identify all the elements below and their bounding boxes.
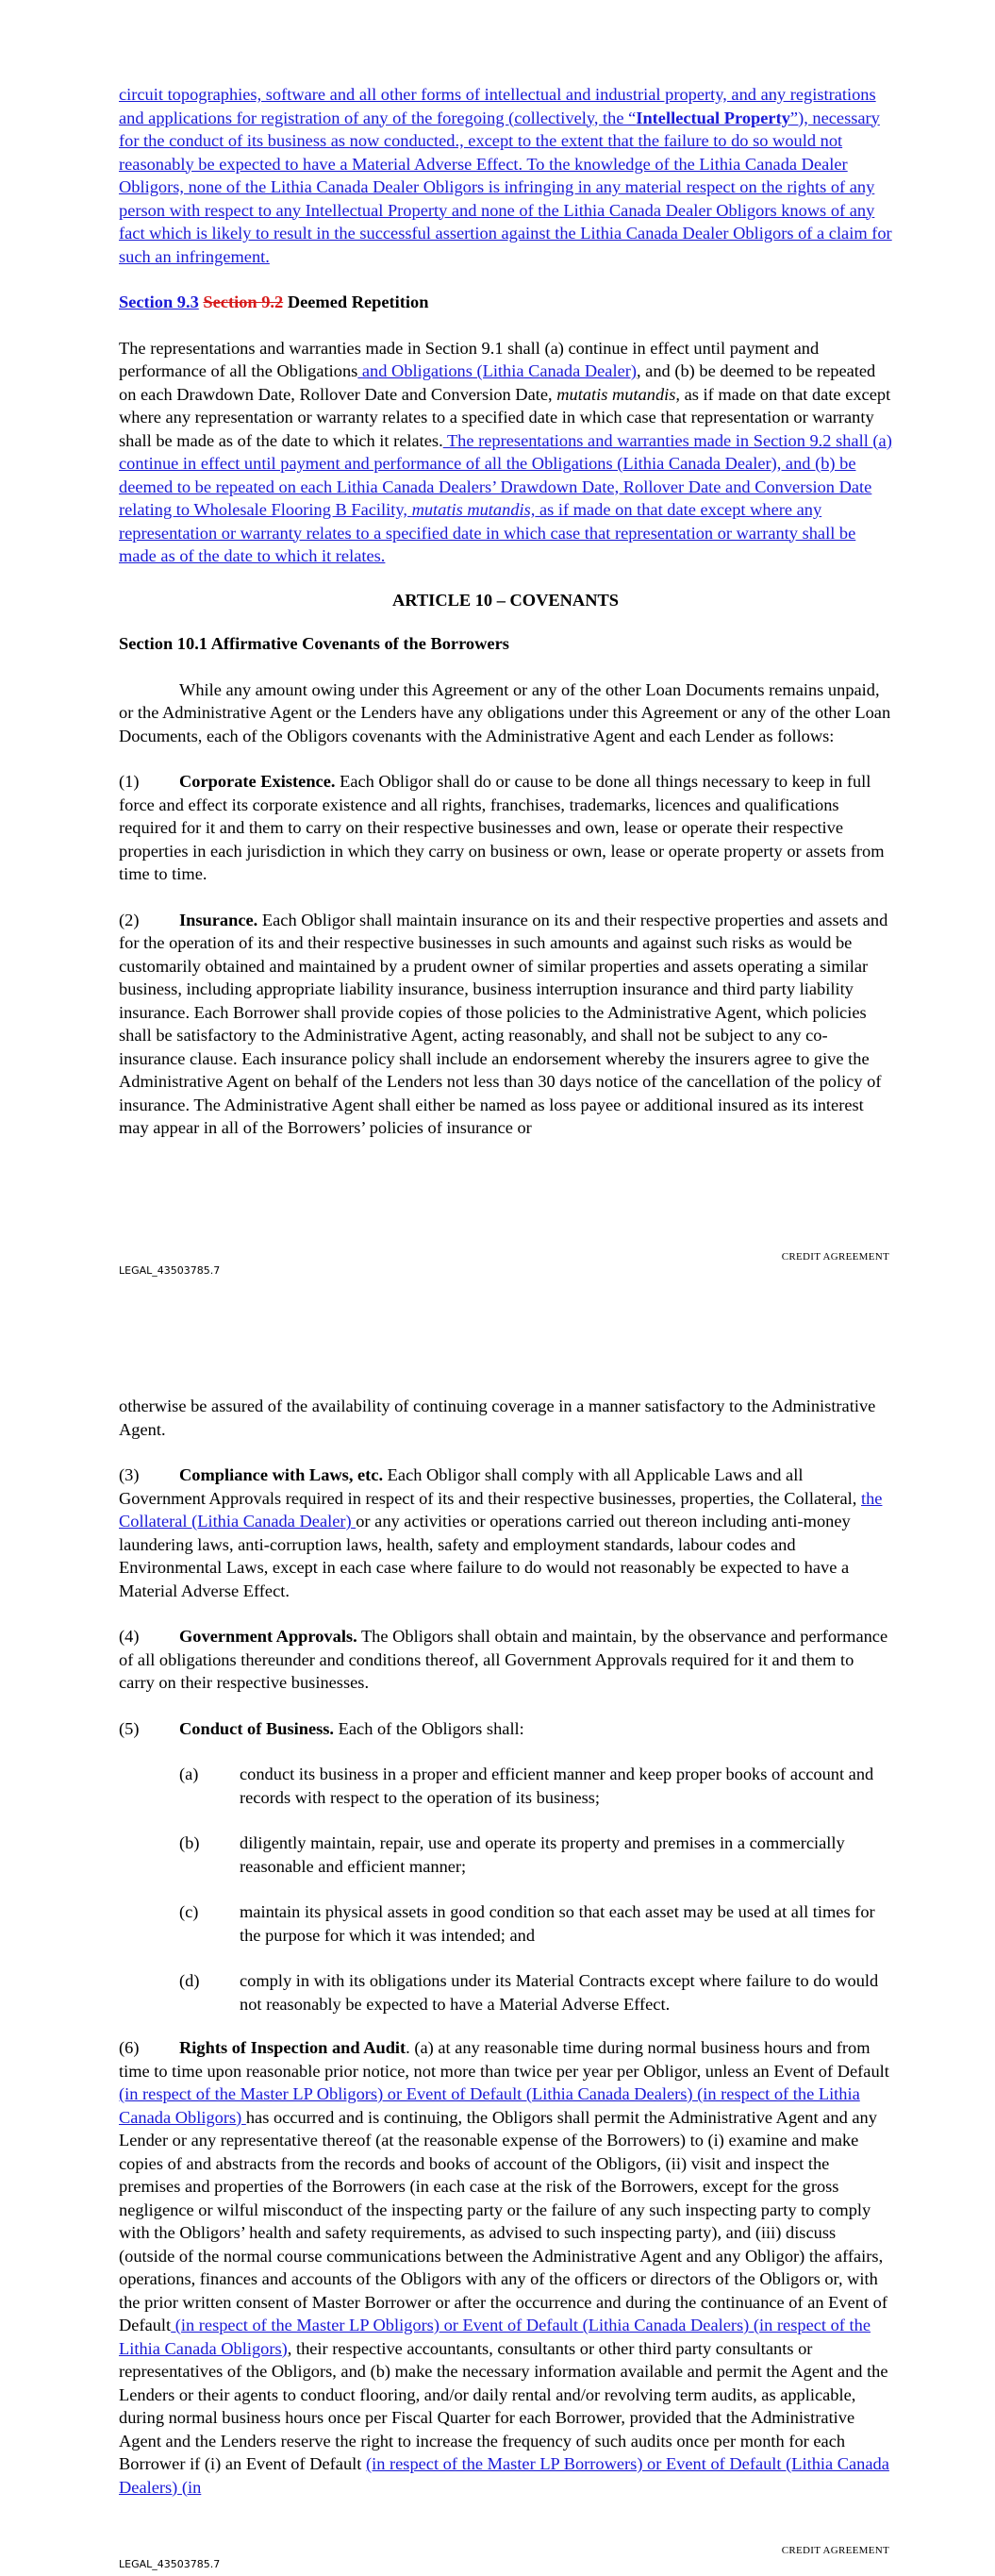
- inserted-text: Section 9.3: [119, 293, 199, 311]
- covenants-intro: While any amount owing under this Agreement or any of the other Loan Documents remains unpaid, or the Administrative Agent or the Lenders have any obligations under this Agreement or any of the other Loan Documents, each of the Obligors covenants with the Administrative Agent and each Lender as follows:: [119, 679, 891, 745]
- covenant-title: Government Approvals.: [179, 1627, 357, 1646]
- body-text: The representations and warranties made in Section 9.1 shall (a) continue in effect until payment and performance of all the Obligations: [119, 338, 820, 380]
- conduct-item-b: [119, 1832, 892, 1878]
- item-text: maintain its physical assets in good condition so that each asset may be used at all times for the purpose for which it was intended; and: [240, 1902, 875, 1945]
- footer-doc-id: LEGAL_43503785.7: [119, 2558, 221, 2570]
- covenant-number: (5): [119, 1718, 140, 1738]
- section-9-3-heading: [119, 291, 892, 314]
- covenant-text: , their respective accountants, consultants or other third party consultants or representatives of the Obligors, and (b) make the necessary information available and permit the Agent and the Lenders or their agents to conduct flooring, and/or daily rental and/or revolving term audits, as applicable, during normal business hours once per Fiscal Quarter for each Borrower, provided that the Administrative Agent and the Lenders reserve the right to increase the frequency of such audits once per month for each Borrower if (i) an Event of Default: [119, 2338, 888, 2473]
- intellectual-property-paragraph: [119, 83, 892, 268]
- page-2: [0, 1302, 995, 2576]
- covenant-number: (6): [119, 2038, 140, 2057]
- article-heading: ARTICLE 10 – COVENANTS: [391, 590, 619, 610]
- deleted-text: Section 9.2: [203, 293, 284, 311]
- body-text: , and (b) be deemed to be repeated on each Drawdown Date, Rollover Date and Conversion Date,: [119, 361, 876, 404]
- body-text: mutatis mutandis,: [556, 384, 681, 404]
- section-title: Deemed Repetition: [287, 293, 429, 311]
- page-2-body: [119, 1395, 892, 2499]
- conduct-item-d: [119, 1969, 892, 2016]
- body-text: as if made on that date except where any representation or warranty relates to a specified date in which case that representation or warranty shall be made as of the date to which it relates.: [119, 384, 891, 450]
- covenant-number: (3): [119, 1465, 140, 1484]
- inserted-text: (in respect of the Master LP Obligors) or Event of Default (Lithia Canada Dealers) (in respect of the Lithia Canada Obligors): [119, 2316, 871, 2358]
- inserted-text: The representations and warranties made in Section 9.2 shall (a) continue in effect until payment and performance of all the Obligations (Lithia Canada Dealer), and (b) be deemed to be repeated on each Lithia Canada Dealers’ Drawdown Date, Rollover Date and Conversion Date relating to Wholesale Flooring B Facility,: [119, 430, 892, 519]
- covenant-4: [119, 1625, 892, 1695]
- conduct-item-c: [119, 1900, 892, 1947]
- covenant-number: (2): [119, 910, 140, 929]
- covenant-number: (1): [119, 772, 140, 791]
- covenant-text: The Obligors shall obtain and maintain, by the observance and performance of all obligations thereunder and conditions thereof, all Government Approvals required for it and them to carry on their respective businesses.: [119, 1627, 888, 1692]
- covenant-text: . (a) at any reasonable time during normal business hours and from time to time upon reasonable prior notice, not more than twice per year per Obligor, unless an Event of Default: [119, 2038, 889, 2081]
- item-label: (d): [179, 1971, 200, 1990]
- covenant-number: (4): [119, 1627, 140, 1646]
- covenant-5: [119, 1717, 892, 1741]
- item-label: (b): [179, 1833, 200, 1852]
- covenant-3: [119, 1464, 892, 1602]
- covenant-text: Each Obligor shall do or cause to be done all things necessary to keep in full force and effect its corporate existence and all rights, franchises, trademarks, licences and qualifications required for it and them to carry on their respective businesses and own, lease or operate their respective properties in each jurisdiction in which they carry on business or own, lease or operate property or assets from time to time.: [119, 772, 885, 883]
- covenant-title: Rights of Inspection and Audit: [179, 2038, 406, 2057]
- inserted-text: mutatis mutandis,: [411, 500, 536, 519]
- inserted-text: circuit topographies, software and all other forms of intellectual and industrial property, and any registrations and applications for registration of any of the foregoing (collectively, the “: [119, 85, 876, 127]
- item-text: conduct its business in a proper and efficient manner and keep proper books of account and records with respect to the operation of its business;: [240, 1765, 874, 1807]
- inserted-text: ”), necessary for the conduct of its business as now conducted., except to the extent that the failure to do so would not reasonably be expected to have a Material Adverse Effect. To the knowledge of the Lithia Canada Dealer Obligors, none of the Lithia Canada Dealer Obligors is infringing in any material respect on the rights of any person with respect to any Intellectual Property and none of the Lithia Canada Dealer Obligors knows of any fact which is likely to result in the successful assertion against the Lithia Canada Dealer Obligors of a claim for such an infringement.: [119, 108, 892, 266]
- inserted-text: (in respect of the Master LP Borrowers) or Event of Default (Lithia Canada Dealers) (in: [119, 2454, 889, 2497]
- item-label: (a): [179, 1765, 199, 1783]
- covenant-text: Each of the Obligors shall:: [334, 1718, 524, 1738]
- item-text: comply in with its obligations under its Material Contracts except where failure to do would not reasonably be expected to have a Material Adverse Effect.: [240, 1971, 879, 2014]
- inserted-text: the Collateral (Lithia Canada Dealer): [119, 1488, 883, 1531]
- inserted-text: as if made on that date except where any representation or warranty relates to a specified date in which case that representation or warranty shall be made as of the date to which it relates.: [119, 500, 856, 565]
- inserted-text: Intellectual Property: [636, 108, 790, 127]
- page-1-body: [119, 83, 892, 1140]
- covenant-2: [119, 909, 892, 1140]
- inserted-text: (in respect of the Master LP Obligors) or Event of Default (Lithia Canada Dealers) (in respect of the Lithia Canada Obligors): [119, 2084, 860, 2127]
- deemed-repetition-paragraph: [119, 337, 892, 568]
- covenant-title: Conduct of Business.: [179, 1718, 335, 1738]
- covenant-text: Each Obligor shall comply with all Applicable Laws and all Government Approvals required in respect of its and their respective businesses, properties, the Collateral,: [119, 1465, 861, 1508]
- conduct-item-a: [119, 1763, 892, 1809]
- continued-paragraph: otherwise be assured of the availability of continuing coverage in a manner satisfactory to the Administrative Agent.: [119, 1397, 876, 1439]
- footer-doc-id: LEGAL_43503785.7: [119, 1264, 221, 1277]
- covenant-title: Compliance with Laws, etc.: [179, 1465, 384, 1484]
- inserted-text: and Obligations (Lithia Canada Dealer): [357, 361, 637, 380]
- footer-title: CREDIT AGREEMENT: [781, 1251, 889, 1263]
- covenant-text: Each Obligor shall maintain insurance on its and their respective properties and assets and for the operation of its and their respective businesses in such amounts and against such risks as would be customarily obtained and maintained by a prudent owner of similar properties and assets operating a similar business, including appropriate liability insurance, business interruption insurance and third party liability insurance. Each Borrower shall provide copies of those policies to the Administrative Agent, which policies shall be satisfactory to the Administrative Agent, acting reasonably, and shall not be subject to any co-insurance clause. Each insurance policy shall include an endorsement whereby the insurers agree to give the Administrative Agent on behalf of the Lenders not less than 30 days notice of the cancellation of the policy of insurance. The Administrative Agent shall either be named as loss payee or additional insured as its interest may appear in all of the Borrowers’ policies of insurance or: [119, 910, 888, 1137]
- covenant-text: or any activities or operations carried out thereon including anti-money laundering laws, anti-corruption laws, health, safety and employment standards, labour codes and Environmental Laws, except in each case where failure to do would not reasonably be expected to have a Material Adverse Effect.: [119, 1512, 851, 1600]
- item-label: (c): [179, 1902, 199, 1921]
- covenant-6: [119, 2036, 892, 2499]
- covenant-1: [119, 770, 892, 886]
- covenant-title: Corporate Existence.: [179, 772, 336, 791]
- footer-title: CREDIT AGREEMENT: [781, 2545, 889, 2556]
- item-text: diligently maintain, repair, use and operate its property and premises in a commercially reasonable and efficient manner;: [240, 1833, 845, 1876]
- section-10-1-heading: Section 10.1 Affirmative Covenants of the Borrowers: [119, 634, 509, 653]
- covenant-text: has occurred and is continuing, the Obligors shall permit the Administrative Agent and any Lender or any representative thereof (at the reasonable expense of the Borrowers) to (i) examine and make copies of and abstracts from the records and books of account of the Obligors, (ii) visit and inspect the premises and properties of the Borrowers (in each case at the risk of the Borrowers, except for the gross negligence or wilful misconduct of the inspecting party or the failure of any such inspecting party to comply with the Obligors’ health and safety requirements, as advised to such inspecting party), and (iii) discuss (outside of the normal course communications between the Administrative Agent and any Obligor) the affairs, operations, finances and accounts of the Obligors with any of the officers or directors of the Obligors or, with the prior written consent of Master Borrower or after the occurrence and during the continuance of an Event of Default: [119, 2107, 887, 2334]
- covenant-title: Insurance.: [179, 910, 258, 929]
